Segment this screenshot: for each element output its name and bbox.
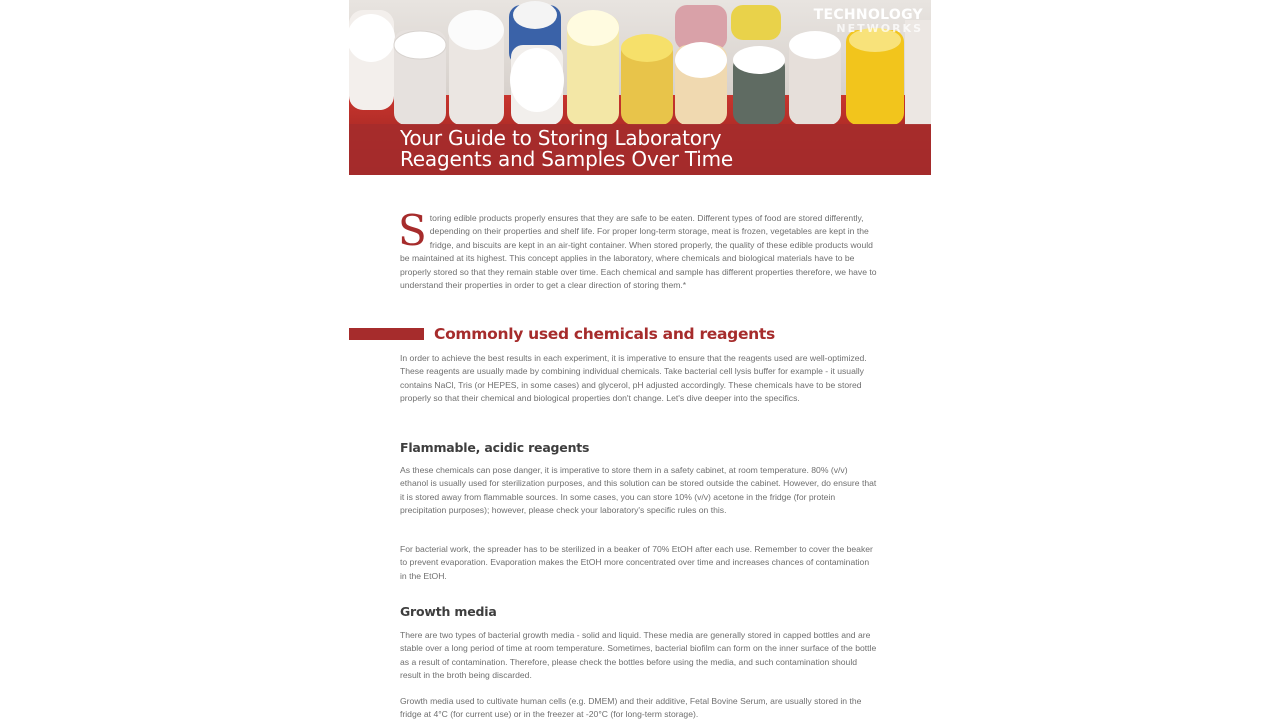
- flammable-text-1: As these chemicals can pose danger, it is imperative to store them in a safety cabinet, at room temperature. 80% (v/v) ethanol is usually used for sterilization purposes, and this solution can be stored outside the cabinet. However, do ensure that it is stored away from flammable sources. In some cases, you can store 10% (v/v) acetone in the fridge (for protein precipitation purposes); however, please check your laboratory's specific rules on this.: [400, 465, 877, 516]
- subheading-growth-media: Growth media: [400, 604, 497, 619]
- title-line-1: Your Guide to Storing Laboratory: [400, 126, 722, 150]
- intro-text: toring edible products properly ensures that they are safe to be eaten. Different types of food are stored differently, depending on their properties and shelf life. For proper long-term storage, meat is frozen, vegetables are kept in the fridge, and biscuits are kept in an air-tight container. When stored properly, the quality of these edible products would be maintained at its highest. This concept applies in the laboratory, where chemicals and biological materials have to be properly stored so that they remain stable over time. Each chemical and sample has different properties therefore, we have to understand their properties in order to get a clear direction of storing them.*: [400, 213, 877, 291]
- brand-line-2: NETWORKS: [836, 22, 923, 35]
- flammable-paragraph-2: [400, 543, 878, 583]
- growth-paragraph-2: [400, 695, 878, 722]
- intro-paragraph: [398, 206, 878, 292]
- document-title: [400, 128, 900, 170]
- brand-line-1: TECHNOLOGY: [813, 7, 923, 23]
- growth-paragraph-1: [400, 629, 878, 683]
- section-paragraph: [400, 352, 878, 406]
- document-page: [349, 0, 931, 720]
- subheading-flammable: Flammable, acidic reagents: [400, 440, 590, 455]
- section-text: In order to achieve the best results in each experiment, it is imperative to ensure that the reagents used are well-optimized. These reagents are usually made by combining individual chemicals. Take bacterial cell lysis buffer for example - it usually contains NaCl, Tris (or HEPES, in some cases) and glycerol, pH adjusted accordingly. These chemicals have to be stored properly so that their chemical and biological properties don't change. Let's dive deeper into the specifics.: [400, 353, 867, 404]
- drop-cap: S: [398, 206, 427, 255]
- brand-logo: [814, 8, 923, 36]
- flammable-text-2: For bacterial work, the spreader has to be sterilized in a beaker of 70% EtOH after each use. Remember to cover the beaker to prevent evaporation. Evaporation makes the EtOH more concentrated over time and increases chances of contamination in the EtOH.: [400, 544, 873, 581]
- growth-text-1: There are two types of bacterial growth media - solid and liquid. These media are generally stored in capped bottles and are stable over a long period of time at room temperature. Sometimes, bacterial biofilm can form on the inner surface of the bottle as a result of contamination. Therefore, please check the bottles before using the media, and such contamination should result in the broth being discarded.: [400, 630, 877, 681]
- flammable-paragraph-1: [400, 464, 878, 518]
- growth-text-2: Growth media used to cultivate human cells (e.g. DMEM) and their additive, Fetal Bovine Serum, are usually stored in the fridge at 4°C (for current use) or in the freezer at -20°C (for long-term storage).: [400, 696, 862, 720]
- hero-image: [349, 0, 931, 175]
- title-line-2: Reagents and Samples Over Time: [400, 147, 734, 171]
- section-accent-bar: [349, 328, 424, 340]
- section-title: Commonly used chemicals and reagents: [434, 325, 775, 343]
- section-heading: [349, 324, 931, 344]
